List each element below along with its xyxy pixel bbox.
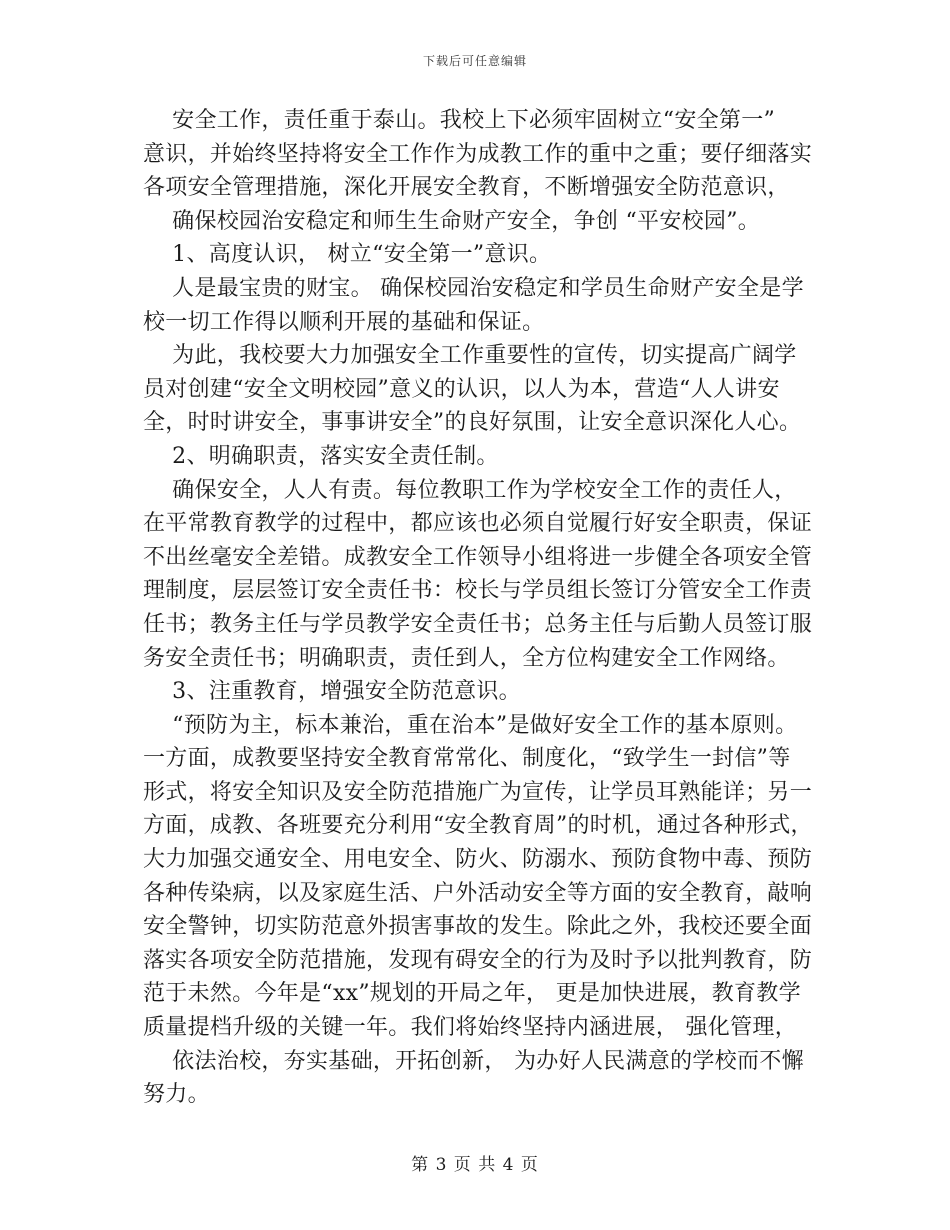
section-heading: 1、高度认识， 树立“安全第一”意识。: [143, 242, 552, 268]
body-line: 务安全责任书；明确职责，责任到人，全方位构建安全工作网络。: [143, 645, 790, 671]
document-body: [143, 104, 811, 1112]
body-line: 落实各项安全防范措施，发现有碍安全的行为及时予以批判教育，防: [143, 947, 813, 973]
body-line: 任书；教务主任与学员教学安全责任书；总务主任与后勤人员签订服: [143, 611, 813, 637]
body-line: 依法治校，夯实基础，开拓创新， 为办好人民满意的学校而不懈: [143, 1048, 804, 1074]
body-line: 安全警钟，切实防范意外损害事故的发生。除此之外，我校还要全面: [143, 914, 813, 940]
page-number-footer: 第 3 页 共 4 页: [411, 1155, 539, 1175]
body-line: 质量提档升级的关键一年。我们将始终坚持内涵进展， 强化管理，: [143, 1015, 797, 1041]
body-line: 在平常教育教学的过程中，都应该也必须自觉履行好安全职责，保证: [143, 511, 813, 537]
body-line: 安全工作，责任重于泰山。我校上下必须牢固树立“安全第一”: [143, 108, 776, 133]
body-line: “预防为主，标本兼治，重在治本”是做好安全工作的基本原则。: [143, 712, 798, 738]
body-line: 方面，成教、各班要充分利用“安全教育周”的时机，通过各种形式，: [143, 813, 813, 839]
page-header: 下载后可任意编辑: [422, 54, 527, 68]
body-line: 各项安全管理措施，深化开展安全教育，不断增强安全防范意识，: [143, 175, 790, 201]
body-line: 人是最宝贵的财宝。 确保校园治安稳定和学员生命财产安全是学: [143, 275, 804, 301]
body-line: 大力加强交通安全、用电安全、防火、防溺水、预防食物中毒、预防: [143, 847, 813, 873]
body-line: 意识，并始终坚持将安全工作作为成教工作的重中之重；要仔细落实: [143, 141, 813, 167]
body-line: 为此，我校要大力加强安全工作重要性的宣传，切实提高广阔学: [143, 343, 797, 369]
body-line: 校一切工作得以顺利开展的基础和保证。: [143, 309, 545, 335]
section-heading: 2、明确职责，落实安全责任制。: [143, 443, 499, 469]
body-line: 形式，将安全知识及安全防范措施广为宣传，让学员耳熟能详；另一: [143, 779, 813, 805]
body-line: 理制度，层层签订安全责任书：校长与学员组长签订分管安全工作责: [143, 578, 813, 604]
body-line: 努力。: [143, 1082, 210, 1108]
body-line: 范于未然。今年是“xx”规划的开局之年， 更是加快进展，教育教学: [143, 981, 801, 1007]
body-line: 各种传染病，以及家庭生活、户外活动安全等方面的安全教育，敲响: [143, 880, 813, 906]
body-line: 员对创建“安全文明校园”意义的认识，以人为本，营造“人人讲安: [143, 376, 780, 402]
body-line: 一方面，成教要坚持安全教育常常化、制度化，“致学生一封信”等: [143, 746, 791, 772]
body-line: 全，时时讲安全，事事讲安全”的良好氛围，让安全意识深化人心。: [143, 410, 802, 436]
body-line: 确保校园治安稳定和师生生命财产安全，争创 “平安校园”。: [143, 208, 761, 234]
section-heading: 3、注重教育，增强安全防范意识。: [143, 679, 521, 705]
body-line: 确保安全，人人有责。每位教职工作为学校安全工作的责任人，: [143, 477, 797, 503]
body-line: 不出丝毫安全差错。成教安全工作领导小组将进一步健全各项安全管: [143, 544, 813, 570]
